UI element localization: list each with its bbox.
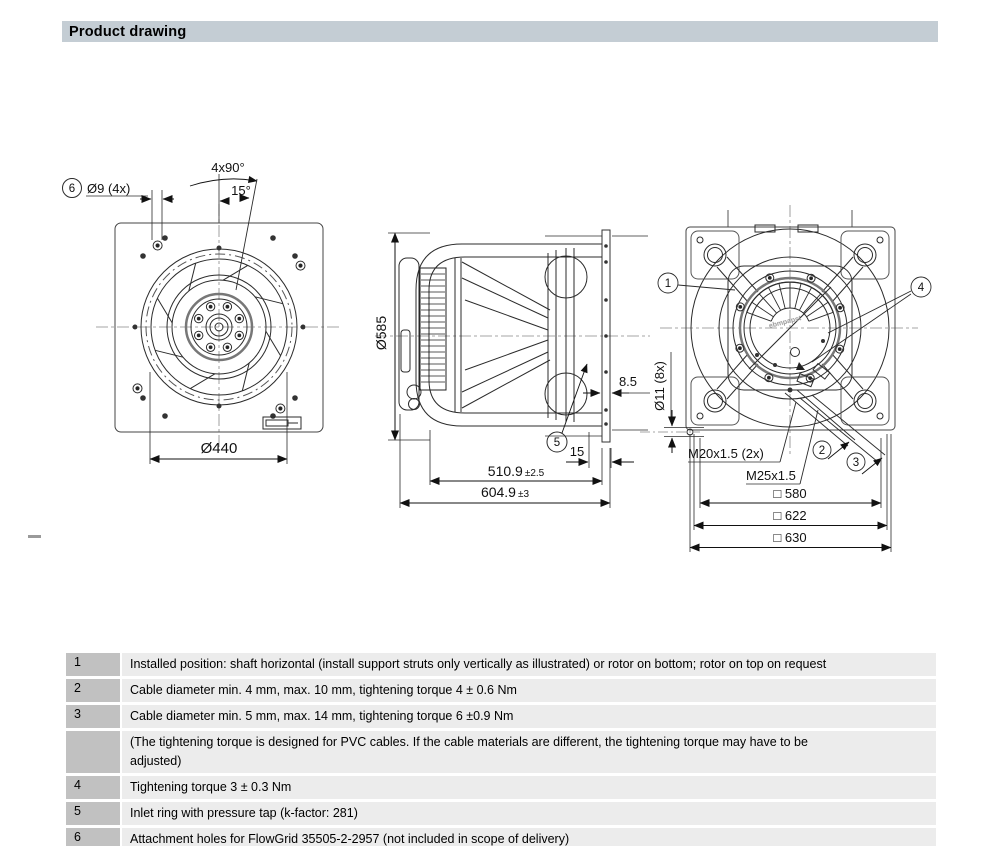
front-view — [63, 160, 343, 464]
note-number: 5 — [66, 802, 120, 825]
callout-3-number: 3 — [852, 457, 860, 469]
note-number: 6 — [66, 828, 120, 846]
angle-15-label: 15° — [231, 183, 251, 198]
table-row — [66, 679, 936, 702]
angle-4x90-label: 4x90° — [211, 160, 245, 175]
note-number: 3 — [66, 705, 120, 728]
table-row — [66, 705, 936, 728]
callout-1-number: 1 — [664, 278, 672, 290]
note-text: Installed position: shaft horizontal (install support struts only vertically as illustrated) or rotor on bottom; rotor on top on request — [122, 653, 936, 676]
table-row — [66, 802, 936, 825]
notes-table — [66, 653, 936, 846]
note-text: Tightening torque 3 ± 0.3 Nm — [122, 776, 936, 799]
thread-m25-label: M25x1.5 — [746, 468, 796, 483]
table-row — [66, 828, 936, 846]
dim-604-label: 604.9 ±3 — [480, 484, 530, 500]
sq-630-label: □ 630 — [773, 530, 807, 545]
note-text: Attachment holes for FlowGrid 35505-2-2957 (not included in scope of delivery) — [122, 828, 936, 846]
corner-pads — [687, 231, 889, 435]
sq-580-label: □ 580 — [773, 486, 807, 501]
note-number: 4 — [66, 776, 120, 799]
callout-6-number: 6 — [68, 183, 76, 195]
callout-5-number: 5 — [553, 437, 561, 449]
table-row — [66, 653, 936, 676]
hole-label-back: Ø11 (8x) — [652, 361, 667, 411]
sq-622-label: □ 622 — [773, 508, 807, 523]
note-number: 1 — [66, 653, 120, 676]
table-row — [66, 731, 936, 773]
dim-15-label: 15 — [569, 444, 585, 459]
note-number — [66, 731, 120, 773]
pressure-tap — [791, 348, 800, 357]
callout-2-number: 2 — [818, 445, 826, 457]
callout-4-number: 4 — [917, 282, 925, 294]
table-row — [66, 776, 936, 799]
dia-585-label: Ø585 — [373, 315, 389, 351]
note-text: Cable diameter min. 4 mm, max. 10 mm, tightening torque 4 ± 0.6 Nm — [122, 679, 936, 702]
dim-8-5-label: 8.5 — [618, 374, 638, 389]
note-number: 2 — [66, 679, 120, 702]
note-text: Cable diameter min. 5 mm, max. 14 mm, tightening torque 6 ±0.9 Nm — [122, 705, 936, 728]
hole-label-front: Ø9 (4x) — [87, 181, 131, 196]
thread-m20-label: M20x1.5 (2x) — [688, 446, 764, 461]
page-title: Product drawing — [69, 23, 187, 40]
note-text: Inlet ring with pressure tap (k-factor: 281) — [122, 802, 936, 825]
brand-logo: ebmpapst — [768, 315, 803, 330]
dim-11 — [640, 352, 704, 453]
note-text: (The tightening torque is designed for PVC cables. If the cable materials are different, the tightening torque may have to be adjusted) — [122, 731, 936, 773]
dim-510-label: 510.9 ±2.5 — [487, 463, 545, 479]
side-view — [373, 230, 650, 508]
dia-440-label: Ø440 — [200, 440, 238, 457]
back-view — [640, 205, 931, 552]
dim-585 — [388, 233, 430, 440]
heatsink — [420, 268, 446, 390]
